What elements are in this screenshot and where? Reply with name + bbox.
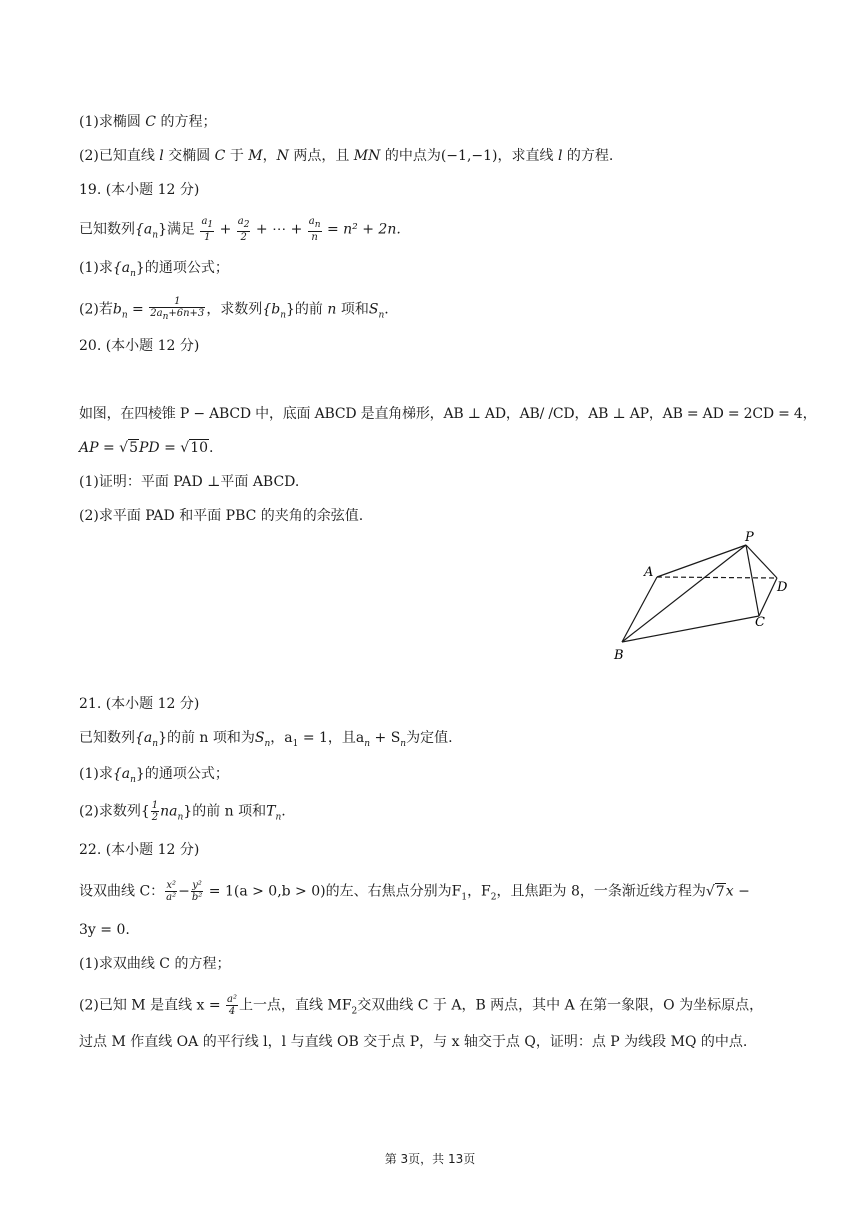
q22-header: 22. (本小题 12 分) [79,842,200,858]
edge-pa [657,545,746,577]
q20-statement-2: AP = √5PD = √10. [79,440,214,456]
q19-statement: 已知数列$\{a_n\}$满足 $\frac{a_1}{1}$ + $\frac{a_2}{2}$ + ⋯ + $\frac{a_n}{n}$ = n² + 2n. [79,216,401,243]
q20-part2: (2)求平面 PAD 和平面 PBC 的夹角的余弦值. [79,508,364,524]
q20-header: 20. (本小题 12 分) [79,338,200,354]
edge-bc [622,616,759,642]
label-b: B [614,648,624,663]
frac-bn: $\frac{1}{2a_n+6n+3}$ [150,296,205,322]
edge-cd [759,578,777,616]
q22-part2: (2)已知 M 是直线 x = $\frac{\text{a²}}{4}$ 上一点，直线 $MF_2$交双曲线 C 于 A，B 两点，其中 A 在第一象限，O 为坐标原点， [79,994,764,1017]
edge-ab [622,577,657,642]
q19-part2: (2)若$b_n$ = $\frac{1}{2a_n+6n+3}$ ，求数列$\{b_n\}$的前 n 项和$S_n$. [79,296,389,322]
q21-header: 21. (本小题 12 分) [79,696,200,712]
q22-statement: 设双曲线 C： $\frac{\text{x²}}{\text{a²}}$ − $\frac{\text{y²}}{\text{b²}}$ = 1(a > 0,b > 0)的左、右焦点分别为$F_1$，$F_2$，且焦距为 8，一条渐近线方程为√7x − [79,880,750,903]
q20-part1: (1)证明：平面 PAD ⊥平面 ABCD. [79,474,300,490]
q19-header: 19. (本小题 12 分) [79,182,200,198]
q22-part1: (1)求双曲线 C 的方程； [79,956,231,972]
frac-a2: $\frac{a_2}{2}$ [237,216,250,243]
page-footer: 第 3页，共 13页 [384,1152,476,1166]
label-a: A [644,565,654,580]
frac-a1: $\frac{a_1}{1}$ [201,216,214,243]
q18-part2: (2)已知直线 l 交椭圆 C 于 M，N 两点，且 MN 的中点为(−1,−1)，求直线 l 的方程. [79,148,614,164]
edge-pc [746,545,759,616]
label-p: P [745,530,754,545]
frac-an: $\frac{a_n}{n}$ [308,216,321,243]
label-d: D [777,580,788,595]
q21-part1: (1)求$\{a_n\}$的通项公式； [79,766,229,785]
edge-pd [746,545,777,578]
q20-statement: 如图，在四棱锥 P − ABCD 中，底面 ABCD 是直角梯形，AB ⊥ AD，AB/ /CD，AB ⊥ AP，AB = AD = 2CD = 4， [79,406,817,422]
q22-statement-2: 3y = 0. [79,922,130,938]
label-c: C [755,615,765,630]
edge-pb [622,545,746,642]
edge-ad [657,577,777,578]
q21-statement: 已知数列$\{a_n\}$的前 n 项和为$S_n$，$a_1 = 1$，且$a_n + S_n$为定值. [79,730,453,749]
q22-part2-cont: 过点 M 作直线 OA 的平行线 l，l 与直线 OB 交于点 P，与 x 轴交于点 Q，证明：点 P 为线段 MQ 的中点. [79,1034,748,1050]
q19-part1: (1)求$\{a_n\}$的通项公式； [79,260,229,279]
q21-part2: (2)求数列{ $\frac{1}{2}$ $na_n$}的前 n 项和$T_n$. [79,800,286,823]
q18-part1: (1)求椭圆 C 的方程； [79,114,217,130]
